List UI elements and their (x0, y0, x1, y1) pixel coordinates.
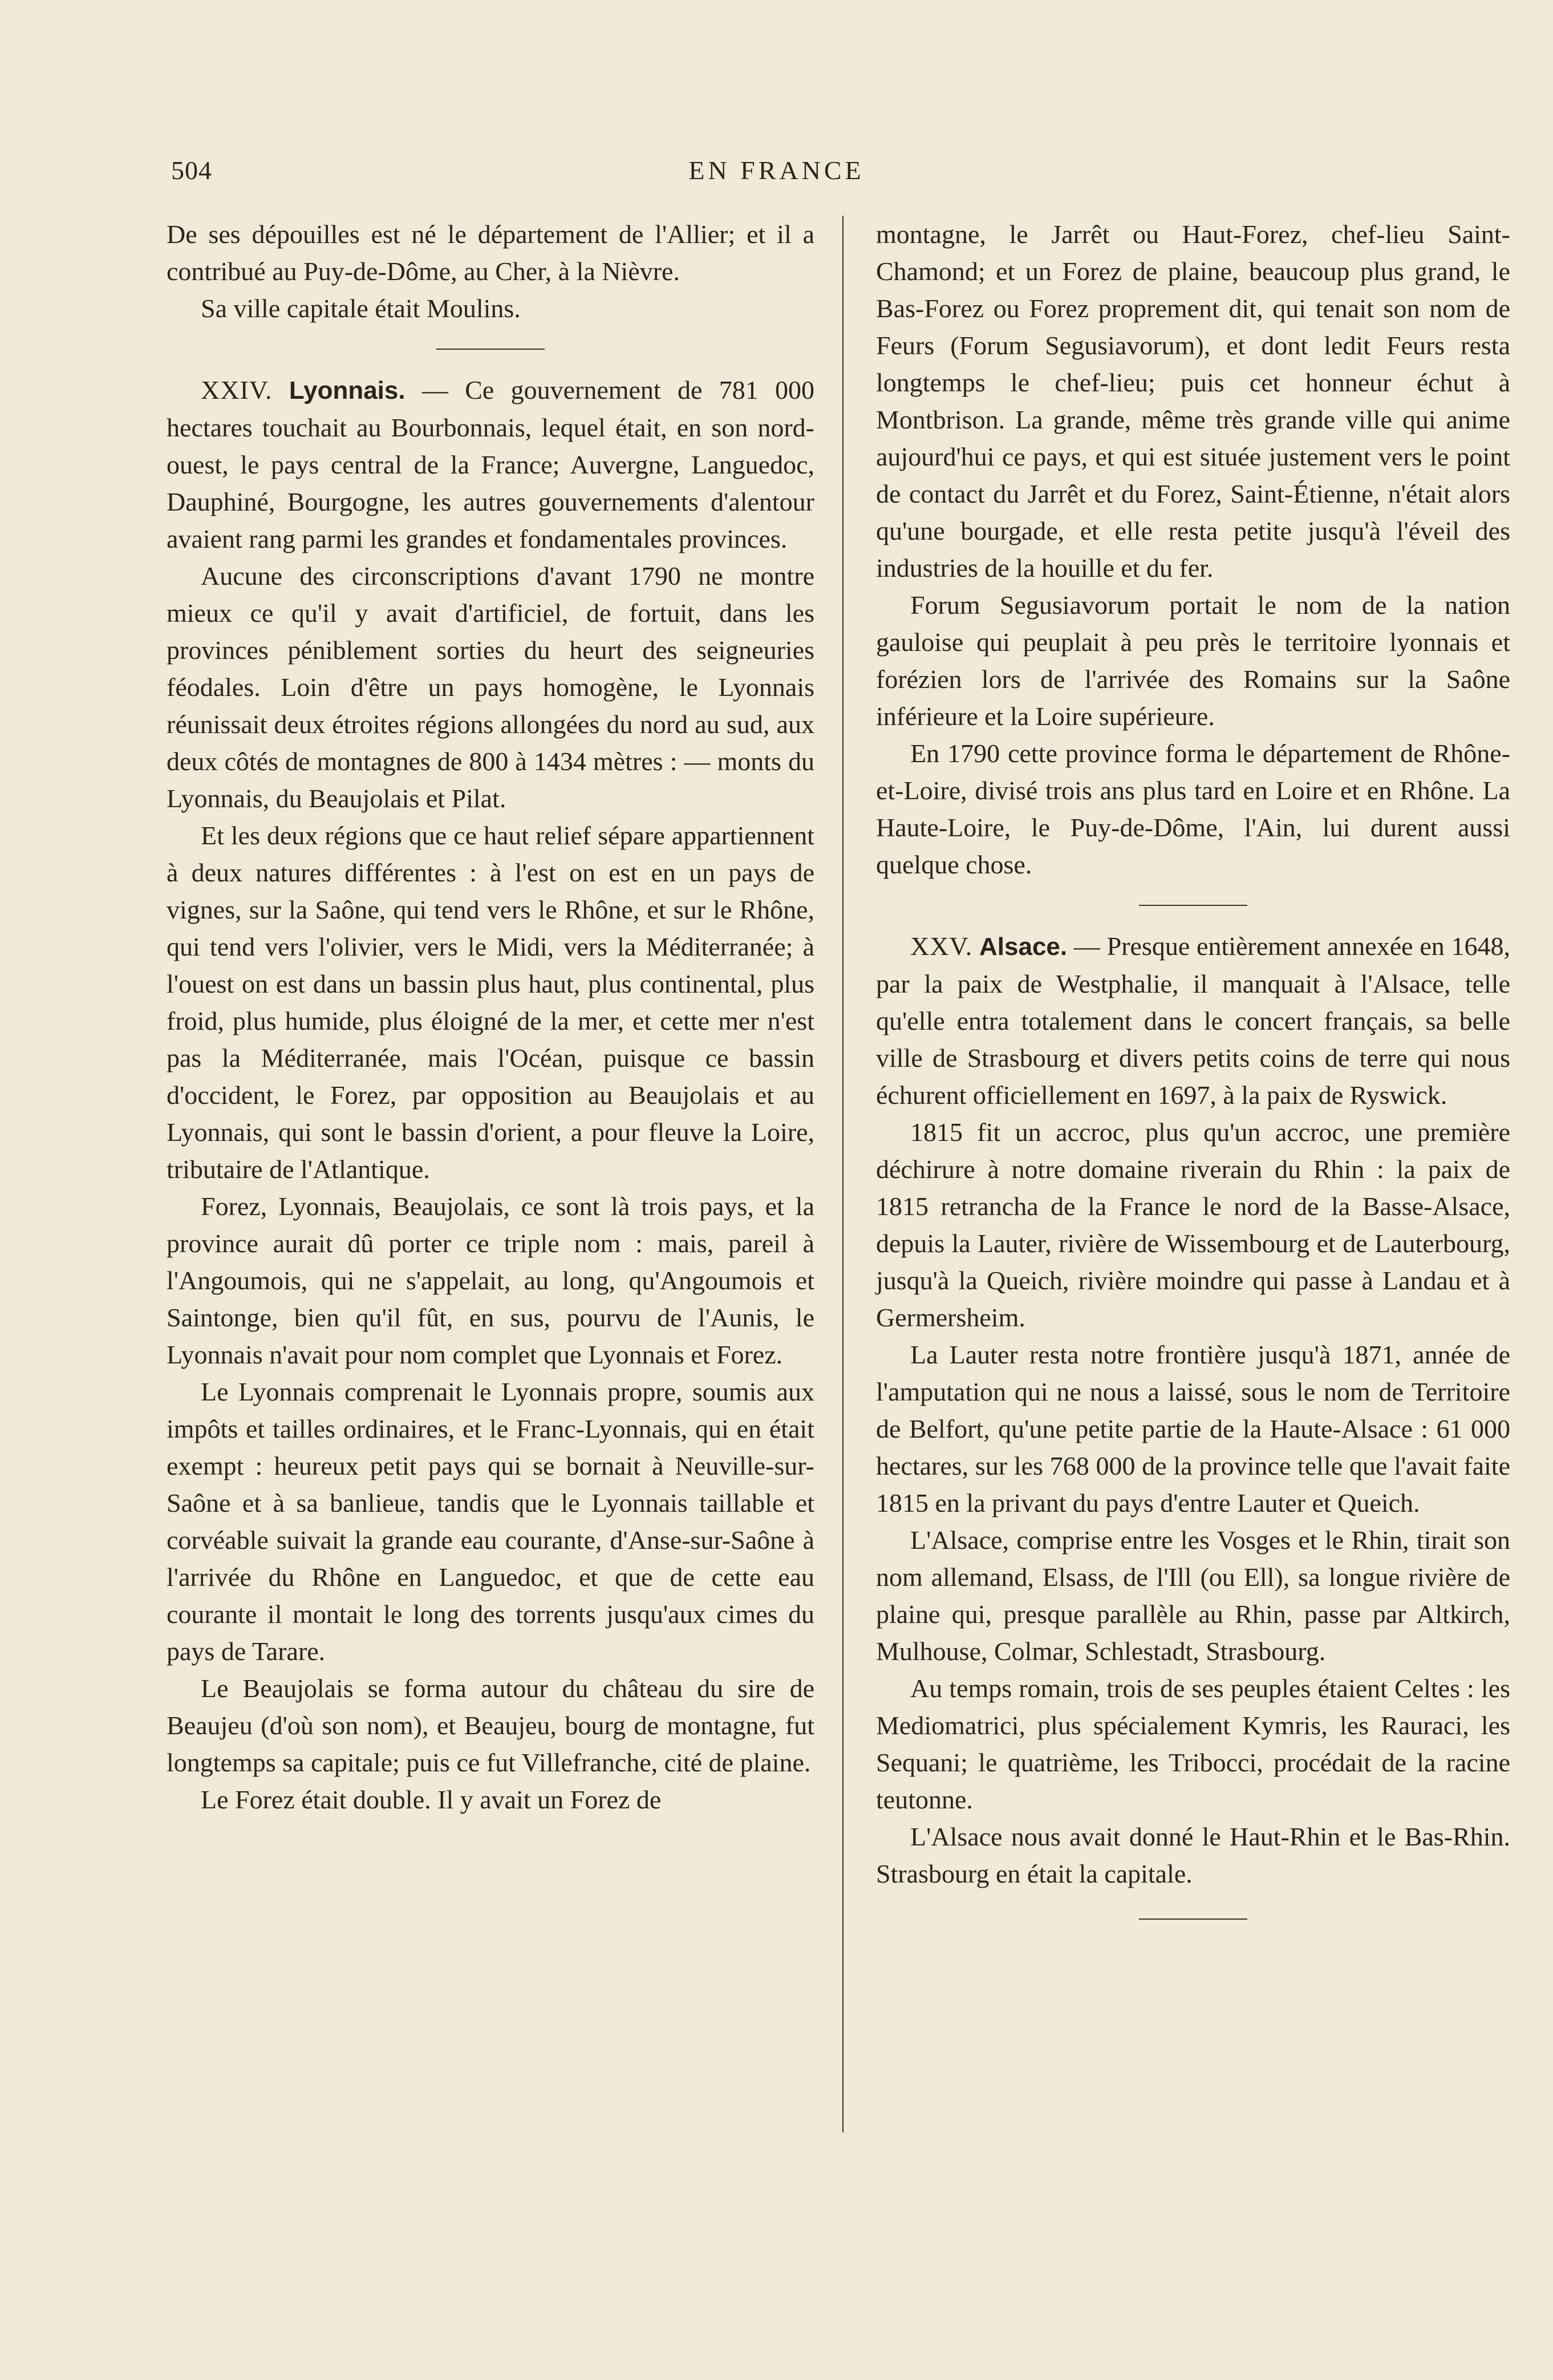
paragraph: La Lauter resta notre frontière jusqu'à 1871, année de l'amputation qui ne nous a laissé, sous le nom de Territoire de Belfort, qu'une petite partie de la Haute-Alsace : 61 000 hectares, sur les 768 000 de la province telle que l'avait faite 1815 en la privant du pays d'entre Lauter et Queich. (876, 1340, 1510, 1517)
section-title: Lyonnais. (289, 377, 406, 404)
running-title: EN FRANCE (688, 156, 865, 185)
section-number: XXV. (910, 932, 973, 961)
page-header (0, 155, 1553, 195)
paragraph: L'Alsace nous avait donné le Haut-Rhin et le Bas-Rhin. Strasbourg en était la capitale. (876, 1822, 1510, 1888)
column-divider (842, 216, 844, 2132)
paragraph: En 1790 cette province forma le département de Rhône-et-Loire, divisé trois ans plus tard en Loire et en Rhône. La Haute-Loire, le Puy-de-Dôme, l'Ain, lui durent aussi quelque chose. (876, 739, 1510, 879)
paragraph: Le Forez était double. Il y avait un Forez de (201, 1785, 662, 1814)
paragraph: Et les deux régions que ce haut relief sépare appartiennent à deux natures différentes : à l'est on est en un pays de vignes, sur la Saône, qui tend vers le Rhône, et sur le Rhône, qui tend vers l'olivier, vers le Midi, vers la Méditerranée; à l'ouest on est dans un bassin plus haut, plus continental, plus froid, plus humide, plus éloigné de la mer, et cette mer n'est pas la Méditerranée, mais l'Océan, puisque ce bassin d'occident, le Forez, par opposition au Beaujolais et au Lyonnais, qui sont le bassin d'orient, a pour fleuve la Loire, tributaire de l'Atlantique. (167, 821, 814, 1184)
section-intro-text: — Presque entièrement annexée en 1648, par la paix de Westphalie, il manquait à l'Alsace, telle qu'elle entra totalement dans le concert français, sa belle ville de Strasbourg et divers petits coins de terre qui nous échurent officiellement en 1697, à la paix de Ryswick. (876, 932, 1510, 1110)
paragraph: Forum Segusiavorum portait le nom de la nation gauloise qui peuplait à peu près le territoire lyonnais et forézien lors de l'arrivée des Romains sur la Saône inférieure et la Loire supérieure. (876, 590, 1510, 731)
right-column (876, 216, 1510, 1941)
paragraph: 1815 fit un accroc, plus qu'un accroc, une première déchirure à notre domaine riverain du Rhin : la paix de 1815 retrancha de la France le nord de la Basse-Alsace, depuis la Lauter, rivière de Wissembourg et de Lauterbourg, jusqu'à la Queich, rivière moindre qui passe à Landau et à Germersheim. (876, 1118, 1510, 1332)
section-24-paragraph (167, 371, 814, 557)
paragraph: Sa ville capitale était Moulins. (201, 294, 521, 323)
left-column (167, 216, 814, 1818)
section-intro-text: — Ce gouvernement de 781 000 hectares touchait au Bourbonnais, lequel était, en son nord-ouest, le pays central de la France; Auvergne, Languedoc, Dauphiné, Bourgogne, les autres gouvernements d'alentour avaient rang parmi les grandes et fondamentales provinces. (167, 375, 814, 553)
paragraph: montagne, le Jarrêt ou Haut-Forez, chef-lieu Saint-Chamond; et un Forez de plaine, beaucoup plus grand, le Bas-Forez ou Forez proprement dit, qui tenait son nom de Feurs (Forum Segusiavorum), et dont ledit Feurs resta longtemps le chef-lieu; puis cet honneur échut à Montbrison. La grande, même très grande ville qui anime aujourd'hui ce pays, et qui est située justement vers le point de contact du Jarrêt et du Forez, Saint-Étienne, n'était alors qu'une bourgade, et elle resta petite jusqu'à l'éveil des industries de la houille et du fer. (876, 220, 1510, 582)
paragraph: De ses dépouilles est né le département de l'Allier; et il a contribué au Puy-de-Dôme, au Cher, à la Nièvre. (167, 220, 814, 286)
paragraph: Le Beaujolais se forma autour du château du sire de Beaujeu (d'où son nom), et Beaujeu, bourg de montagne, fut longtemps sa capitale; puis ce fut Villefranche, cité de plaine. (167, 1674, 814, 1777)
paragraph: Aucune des circonscriptions d'avant 1790 ne montre mieux ce qu'il y avait d'artificiel, de fortuit, dans les provinces péniblement sorties du heurt des seigneuries féodales. Loin d'être un pays homogène, le Lyonnais réunissait deux étroites régions allongées du nord au sud, aux deux côtés de montagnes de 800 à 1434 mètres : — monts du Lyonnais, du Beaujolais et Pilat. (167, 561, 814, 813)
section-divider (436, 349, 545, 350)
section-number: XXIV. (201, 375, 273, 404)
paragraph: L'Alsace, comprise entre les Vosges et le Rhin, tirait son nom allemand, Elsass, de l'Ill (ou Ell), sa longue rivière de plaine qui, presque parallèle au Rhin, passe par Altkirch, Mulhouse, Colmar, Schlestadt, Strasbourg. (876, 1525, 1510, 1666)
paragraph: Le Lyonnais comprenait le Lyonnais propre, soumis aux impôts et tailles ordinaires, et le Franc-Lyonnais, qui en était exempt : heureux petit pays qui se bornait à Neuville-sur-Saône et à sa banlieue, tandis que le Lyonnais taillable et corvéable suivait la grande eau courante, d'Anse-sur-Saône à l'arrivée du Rhône en Languedoc, et que de cette eau courante il montait le long des torrents jusqu'aux cimes du pays de Tarare. (167, 1377, 814, 1666)
section-divider (1139, 905, 1247, 906)
page-number: 504 (171, 156, 212, 185)
section-title: Alsace. (979, 933, 1068, 961)
end-divider (1139, 1918, 1247, 1920)
paragraph: Au temps romain, trois de ses peuples étaient Celtes : les Mediomatrici, plus spécialement Kymris, les Rauraci, les Sequani; le quatrième, les Tribocci, procédait de la racine teutonne. (876, 1674, 1510, 1814)
section-25-paragraph (876, 928, 1510, 1114)
paragraph: Forez, Lyonnais, Beaujolais, ce sont là trois pays, et la province aurait dû porter ce triple nom : mais, pareil à l'Angoumois, qui ne s'appelait, au long, qu'Angoumois et Saintonge, bien qu'il fût, en sus, pourvu de l'Aunis, le Lyonnais n'avait pour nom complet que Lyonnais et Forez. (167, 1192, 814, 1369)
